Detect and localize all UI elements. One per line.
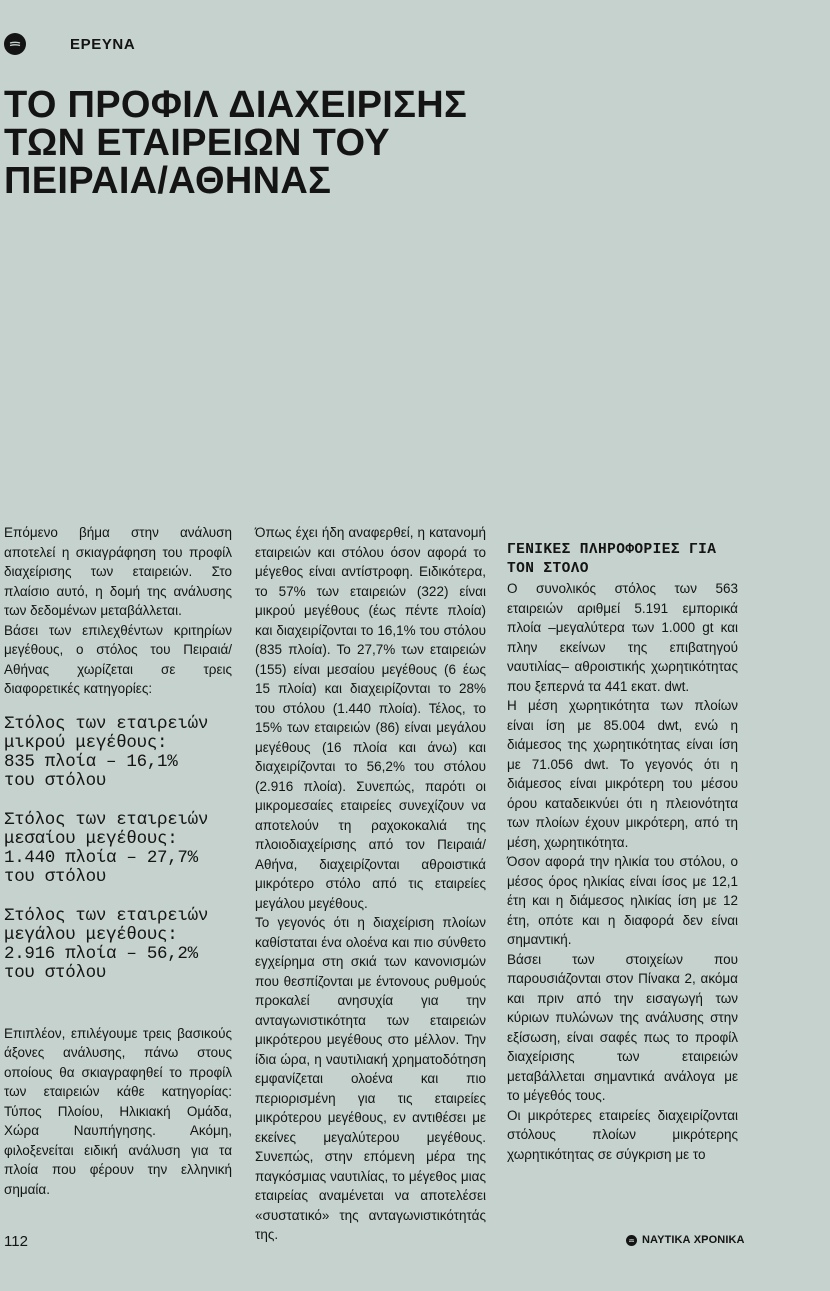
- stat-line: 2.916 πλοία – 56,2%: [4, 943, 198, 964]
- criteria-paragraph: Βάσει των επιλεχθέντων κριτηρίων μεγέθους, ο στόλος του Πειραιά/Αθήνας χωρίζεται σε τρεις διαφορετικές κατηγορίες:: [4, 622, 232, 696]
- page-header: [4, 31, 135, 57]
- headline-line: ΤΩΝ ΕΤΑΙΡΕΙΩΝ ΤΟΥ: [4, 122, 390, 164]
- text-column-3: [507, 523, 738, 1164]
- body-paragraph: Βάσει των στοιχείων που παρουσιάζονται στον Πίνακα 2, ακόμα και πριν από την εισαγωγή των κύριων πυλώνων της ανάλυσης στην εξίσωση, είναι σαφές πως το προφίλ διαχείρισης των εταιρειών μεταβάλλεται σημαντικά ανάλογα με το μέγεθός τους.: [507, 951, 738, 1103]
- page-number: 112: [4, 1233, 28, 1250]
- publication-logo-icon: [4, 33, 26, 55]
- body-paragraph: Οι μικρότερες εταιρείες διαχειρίζονται στόλους πλοίων μικρότερης χωρητικότητας σε σύγκριση με το: [507, 1107, 738, 1162]
- body-paragraph: Όπως έχει ήδη αναφερθεί, η κατανομή εταιρειών και στόλου όσον αφορά το μέγεθος είναι αντίστροφη. Ειδικότερα, το 57% των εταιρειών (322) είναι μικρού μεγέθους (έως πέντε πλοία) και διαχειρίζονται το 16,1% του στόλου (835 πλοία). Το 27,7% των εταιρειών (155) είναι μεσαίου μεγέθους (6 έως 15 πλοία) και διαχειρίζονται το 28% του στόλου (1.440 πλοία). Τέλος, το 15% των εταιρειών (86) είναι μεγάλου μεγέθους (16 πλοία και άνω) και διαχειρίζονται το 56,2% του στόλου (2.916 πλοία). Συνεπώς, παρότι οι μικρομεσαίες εταιρείες συνεχίζουν να αποτελούν τη ραχοκοκαλιά της πλοιοδιαχείρισης από τον Πειραιά/Αθήνα, διαχειρίζονται αθροιστικά μικρότερο στόλο από τις εταιρείες μεγάλου μεγέθους.: [255, 525, 486, 911]
- stat-line: 835 πλοία – 16,1%: [4, 751, 178, 772]
- fleet-stat-large: [4, 907, 232, 983]
- text-column-2: [255, 523, 486, 1245]
- stat-line: Στόλος των εταιρειών: [4, 809, 209, 830]
- body-paragraph: Το γεγονός ότι η διαχείριση πλοίων καθίσταται ένα ολοένα και πιο σύνθετο εγχείρημα στη σκιά των κανονισμών που θεσπίζονται με έντονους ρυθμούς προκαλεί ανησυχία για την ανταγωνιστικότητα των εταιρειών μικρότερου μεγέθους στο μέλλον. Την ίδια ώρα, η ναυτιλιακή χρηματοδότηση εμφανίζεται ολοένα και πιο περιορισμένη για τις εταιρείες μικρότερου μεγέθους, εν αντιθέσει με εκείνες μεγαλύτερου μεγέθους. Συνεπώς, στην επόμενη μέρα της παγκόσμιας ναυτιλίας, το μέγεθος μιας εταιρείας αναμένεται να αποτελέσει «συστατικό» της ανταγωνιστικότητάς της.: [255, 915, 486, 1242]
- stat-line: 1.440 πλοία – 27,7%: [4, 847, 198, 868]
- stat-line: μεσαίου μεγέθους:: [4, 828, 178, 849]
- fleet-stat-medium: [4, 811, 232, 887]
- article-headline: [4, 86, 564, 200]
- stat-line: του στόλου: [4, 962, 107, 983]
- body-paragraph: Όσον αφορά την ηλικία του στόλου, ο μέσος όρος ηλικίας είναι ίσος με 12,1 έτη και η διάμεσος ηλικίας ίση με 12 έτη, οπότε και η διαφορά δεν είναι σημαντική.: [507, 854, 738, 947]
- stat-line: Στόλος των εταιρειών: [4, 905, 209, 926]
- text-column-1: [4, 523, 232, 1199]
- body-paragraph: Ο συνολικός στόλος των 563 εταιρειών αριθμεί 5.191 εμπορικά πλοία –μεγαλύτερα των 1.000 gt και πλην εκείνων της επιβατηγού ναυτιλίας– αθροιστικής χωρητικότητας που ξεπερνά τα 441 εκατ. dwt.: [507, 581, 738, 694]
- stat-line: Στόλος των εταιρειών: [4, 713, 209, 734]
- brand-logo-icon: [626, 1235, 637, 1246]
- headline-line: ΠΕΙΡΑΙΑ/ΑΘΗΝΑΣ: [4, 160, 332, 202]
- stat-line: του στόλου: [4, 866, 107, 887]
- body-paragraph: Η μέση χωρητικότητα των πλοίων είναι ίση με 85.004 dwt, ενώ η διάμεσος της χωρητικότητας είναι ίση με 71.056 dwt. Το γεγονός ότι η διάμεσος είναι μικρότερη του μέσου όρου καταδεικνύει ότι η πλειονότητα των πλοίων έχουν μικρότερη, από τη μέση, χωρητικότητα.: [507, 698, 738, 850]
- footer-brand: [626, 1234, 745, 1246]
- stat-line: του στόλου: [4, 770, 107, 791]
- stat-line: μικρού μεγέθους:: [4, 732, 168, 753]
- fleet-stat-small: [4, 715, 232, 791]
- intro-paragraph: Επόμενο βήμα στην ανάλυση αποτελεί η σκιαγράφηση του προφίλ διαχείρισης των εταιρειών. Στο πλαίσιο αυτό, η δομή της ανάλυσης των δεδομένων μεταβάλλεται.: [4, 525, 232, 618]
- brand-name: ΝΑΥΤΙΚΑ ΧΡΟΝΙΚΑ: [642, 1234, 745, 1246]
- headline-line: ΤΟ ΠΡΟΦΙΛ ΔΙΑΧΕΙΡΙΣΗΣ: [4, 84, 468, 126]
- stat-line: μεγάλου μεγέθους:: [4, 924, 178, 945]
- section-subheading: ΓΕΝΙΚΕΣ ΠΛΗΡΟΦΟΡΙΕΣ ΓΙΑ ΤΟΝ ΣΤΟΛΟ: [507, 542, 717, 577]
- axes-paragraph: Επιπλέον, επιλέγουμε τρεις βασικούς άξονες ανάλυσης, πάνω στους οποίους θα σκιαγραφηθεί το προφίλ των εταιρειών κάθε κατηγορίας: Τύπος Πλοίου, Ηλικιακή Ομάδα, Χώρα Ναυπήγησης. Ακόμη, φιλοξενείται ειδική ανάλυση για τα πλοία που φέρουν την ελληνική σημαία.: [4, 1025, 232, 1197]
- section-label: ΕΡΕΥΝΑ: [70, 35, 136, 53]
